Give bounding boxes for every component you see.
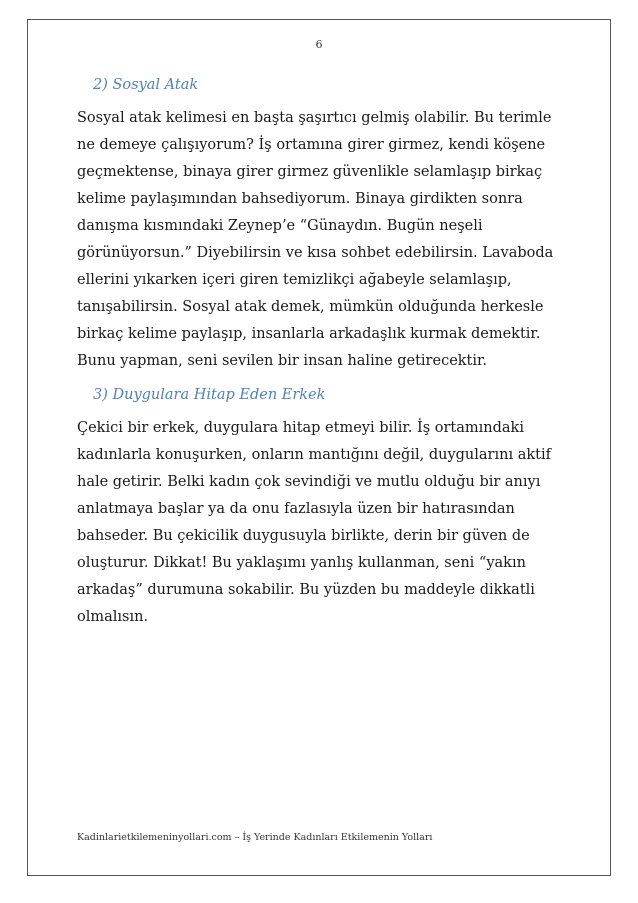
section-heading-sosyal-atak: 2) Sosyal Atak xyxy=(93,77,199,93)
document-body xyxy=(77,73,572,639)
page-footer: Kadinlarietkilemeninyollari.com – İş Yerinde Kadınları Etkilemenin Yolları xyxy=(77,832,433,843)
section-heading-duygulara-hitap: 3) Duygulara Hitap Eden Erkek xyxy=(93,387,326,403)
section-paragraph-sosyal-atak: Sosyal atak kelimesi en başta şaşırtıcı gelmiş olabilir. Bu terimle ne demeye çalışıyorum? İş ortamına girer girmez, kendi köşene geçmektense, binaya girer girmez güvenlikle selamlaşıp birkaç kelime paylaşımından bahsediyorum. Binaya girdikten sonra danışma kısmındaki Zeynep’e “Günaydın. Bugün neşeli görünüyorsun.” Diyebilirsin ve kısa sohbet edebilirsin. Lavaboda ellerini yıkarken içeri giren temizlikçi ağabeyle selamlaşıp, tanışabilirsin. Sosyal atak demek, mümkün olduğunda herkesle birkaç kelime paylaşıp, insanlarla arkadaşlık kurmak demektir. Bunu yapman, seni sevilen bir insan haline getirecektir. xyxy=(77,110,554,369)
page-number: 6 xyxy=(315,38,323,51)
section-paragraph-duygulara-hitap: Çekici bir erkek, duygulara hitap etmeyi bilir. İş ortamındaki kadınlarla konuşurken, onların mantığını değil, duygularını aktif hale getirir. Belki kadın çok sevindiği ve mutlu olduğu bir anıyı anlatmaya başlar ya da onu fazlasıyla üzen bir hatırasından bahseder. Bu çekicilik duygusuyla birlikte, derin bir güven de oluşturur. Dikkat! Bu yaklaşımı yanlış kullanman, seni “yakın arkadaş” durumuna sokabilir. Bu yüzden bu maddeyle dikkatli olmalısın. xyxy=(77,420,551,625)
